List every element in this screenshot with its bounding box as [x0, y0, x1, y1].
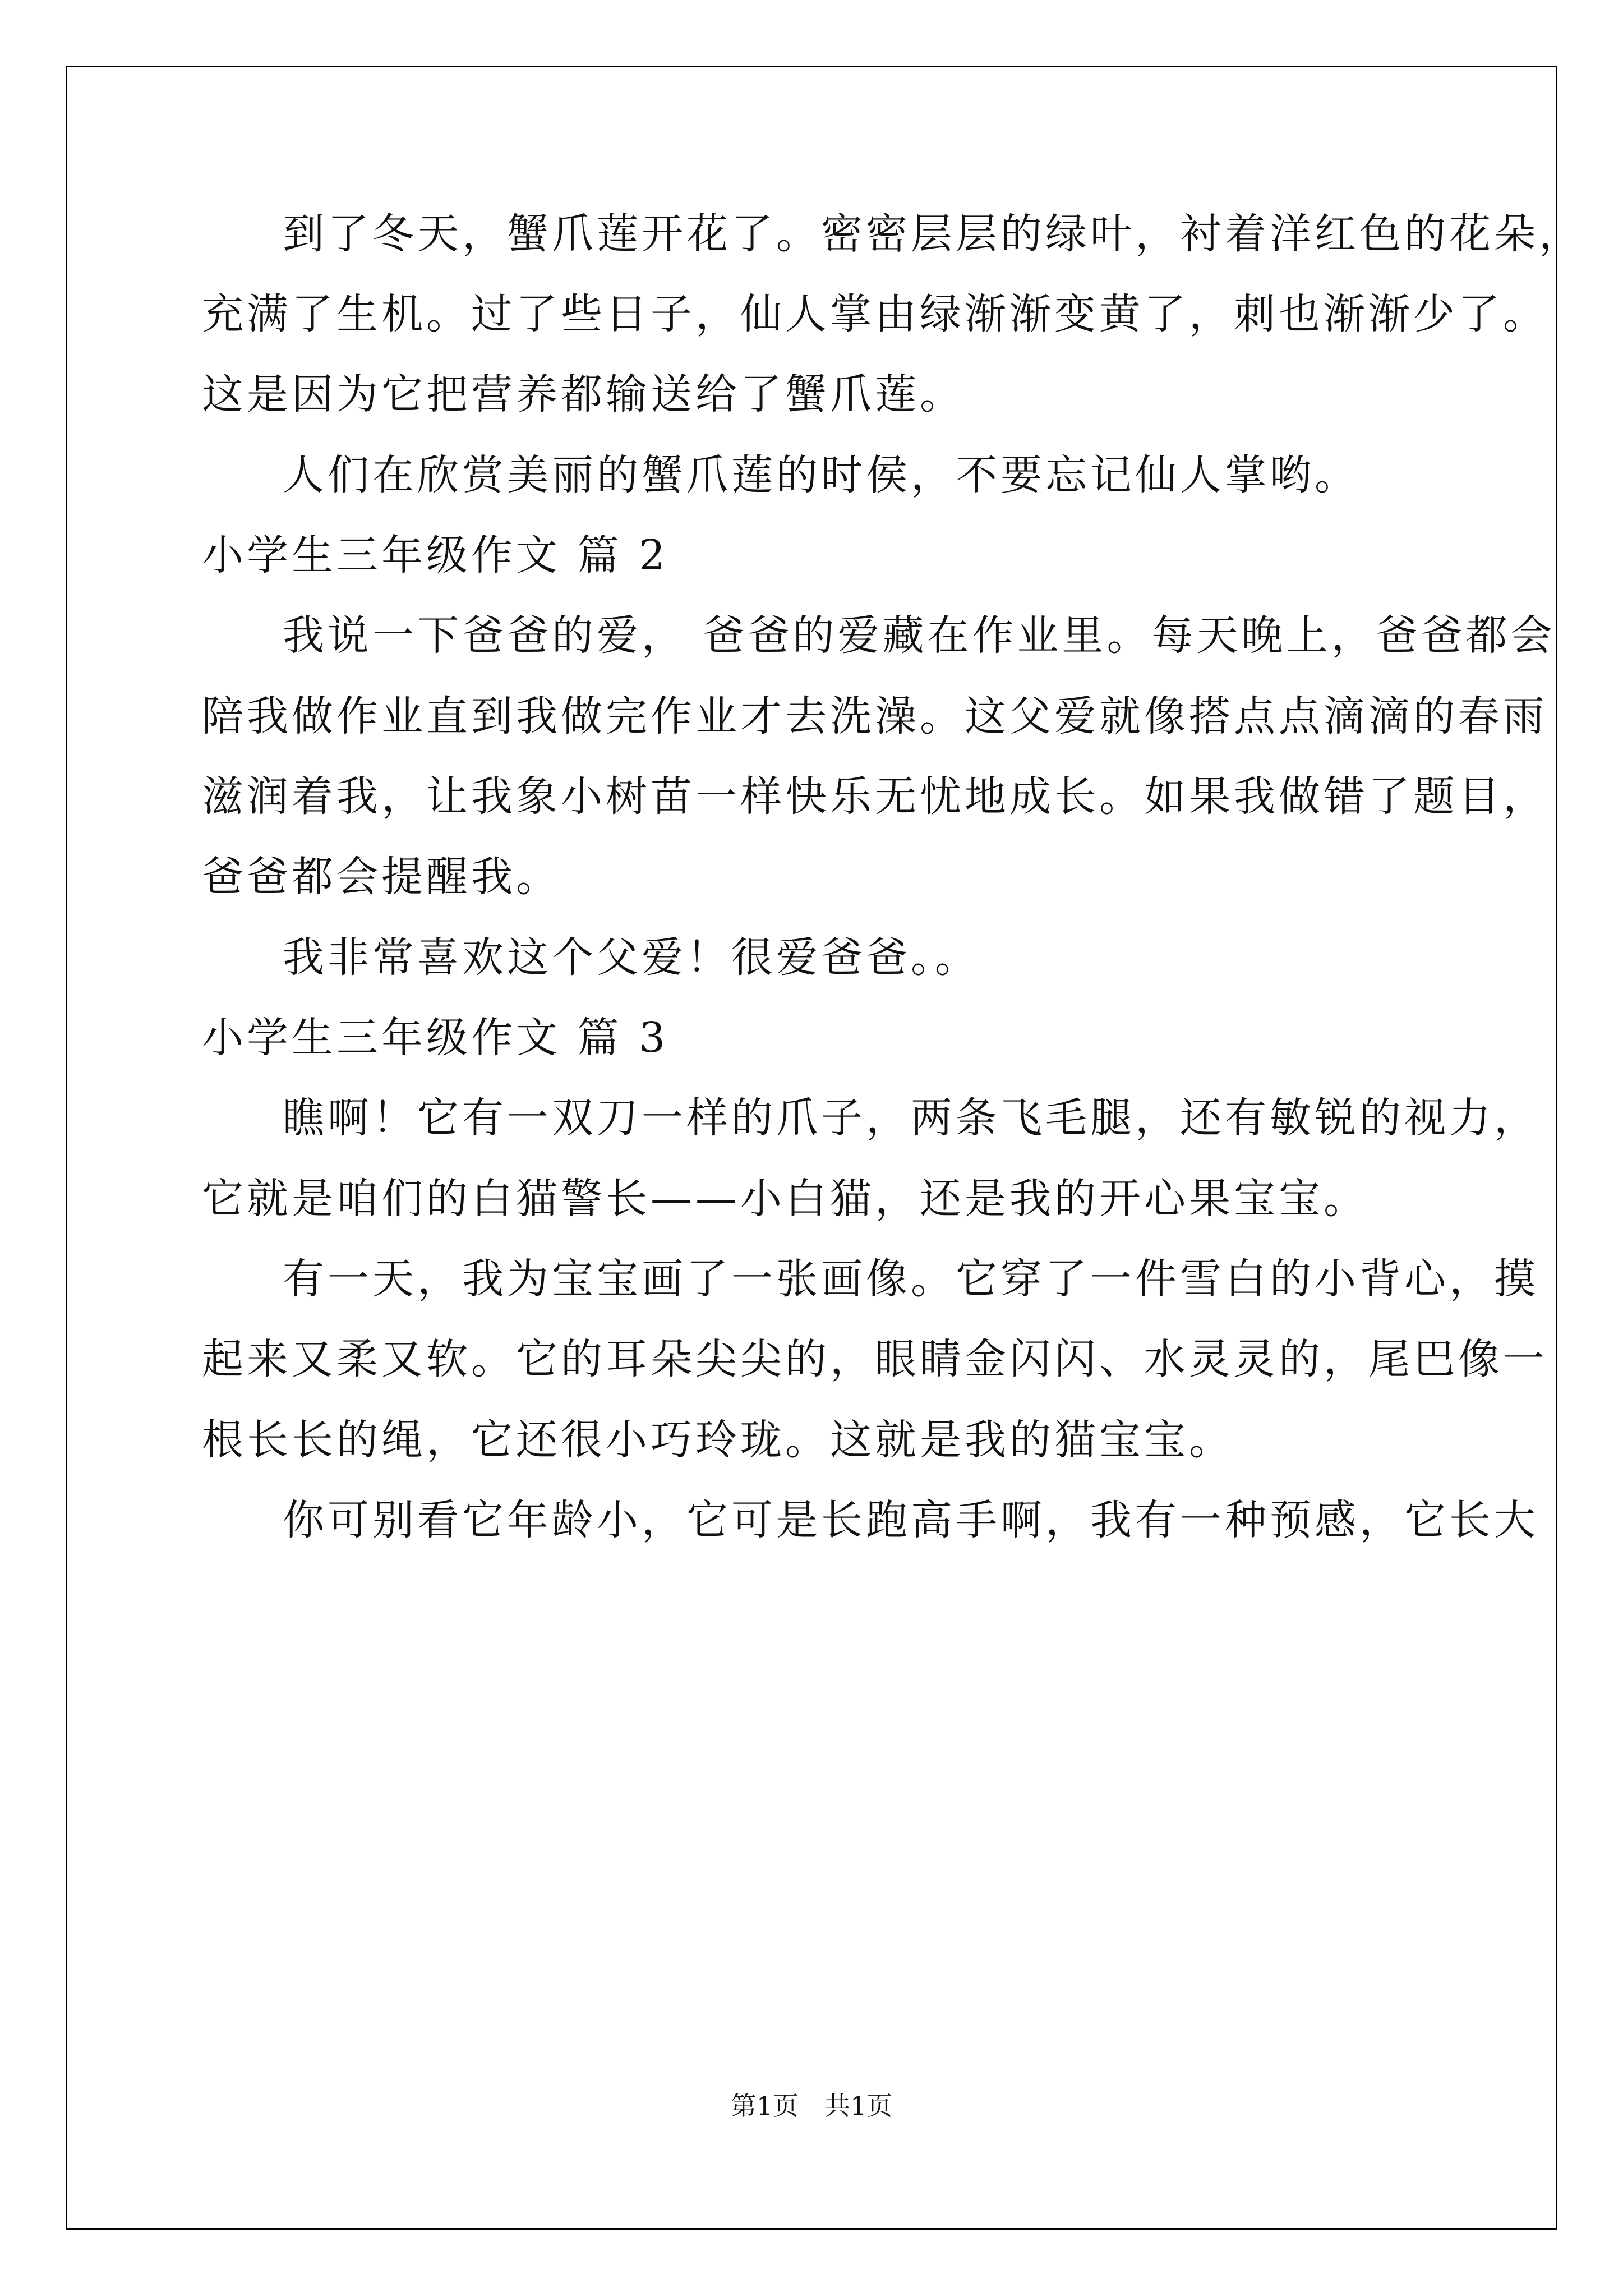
paragraph-line: 到了冬天，蟹爪莲开花了。密密层层的绿叶，衬着洋红色的花朵，: [283, 210, 1584, 258]
section-heading: 小学生三年级作文 篇 2: [202, 531, 669, 579]
paragraph-line: 起来又柔又软。它的耳朵尖尖的，眼睛金闪闪、水灵灵的，尾巴像一: [202, 1335, 1548, 1383]
paragraph-line: 我非常喜欢这个父爱！很爱爸爸。。: [283, 933, 980, 982]
paragraph-line: 爸爸都会提醒我。: [202, 853, 561, 901]
paragraph-line: 我说一下爸爸的爱， 爸爸的爱藏在作业里。每天晚上，爸爸都会: [283, 611, 1556, 660]
paragraph-line: 陪我做作业直到我做完作业才去洗澡。这父爱就像搭点点滴滴的春雨: [202, 692, 1548, 740]
paragraph-line: 有一天，我为宝宝画了一张画像。它穿了一件雪白的小背心，摸: [283, 1255, 1539, 1303]
paragraph-line: 人们在欣赏美丽的蟹爪莲的时侯，不要忘记仙人掌哟。: [283, 451, 1359, 499]
section-heading: 小学生三年级作文 篇 3: [202, 1014, 669, 1062]
paragraph-line: 这是因为它把营养都输送给了蟹爪莲。: [202, 370, 965, 418]
paragraph-line: 它就是咱们的白猫警长——小白猫，还是我的开心果宝宝。: [202, 1175, 1368, 1223]
paragraph-line: 根长长的绳，它还很小巧玲珑。这就是我的猫宝宝。: [202, 1416, 1234, 1464]
paragraph-line: 瞧啊！它有一双刀一样的爪子，两条飞毛腿，还有敏锐的视力，: [283, 1094, 1539, 1142]
page-footer: 第1页 共1页: [730, 2091, 893, 2121]
paragraph-line: 滋润着我，让我象小树苗一样快乐无忧地成长。如果我做错了题目，: [202, 772, 1548, 821]
paragraph-line: 你可别看它年龄小，它可是长跑高手啊，我有一种预感，它长大: [283, 1496, 1539, 1544]
paragraph-line: 充满了生机。过了些日子，仙人掌由绿渐渐变黄了，刺也渐渐少了。: [202, 290, 1548, 338]
